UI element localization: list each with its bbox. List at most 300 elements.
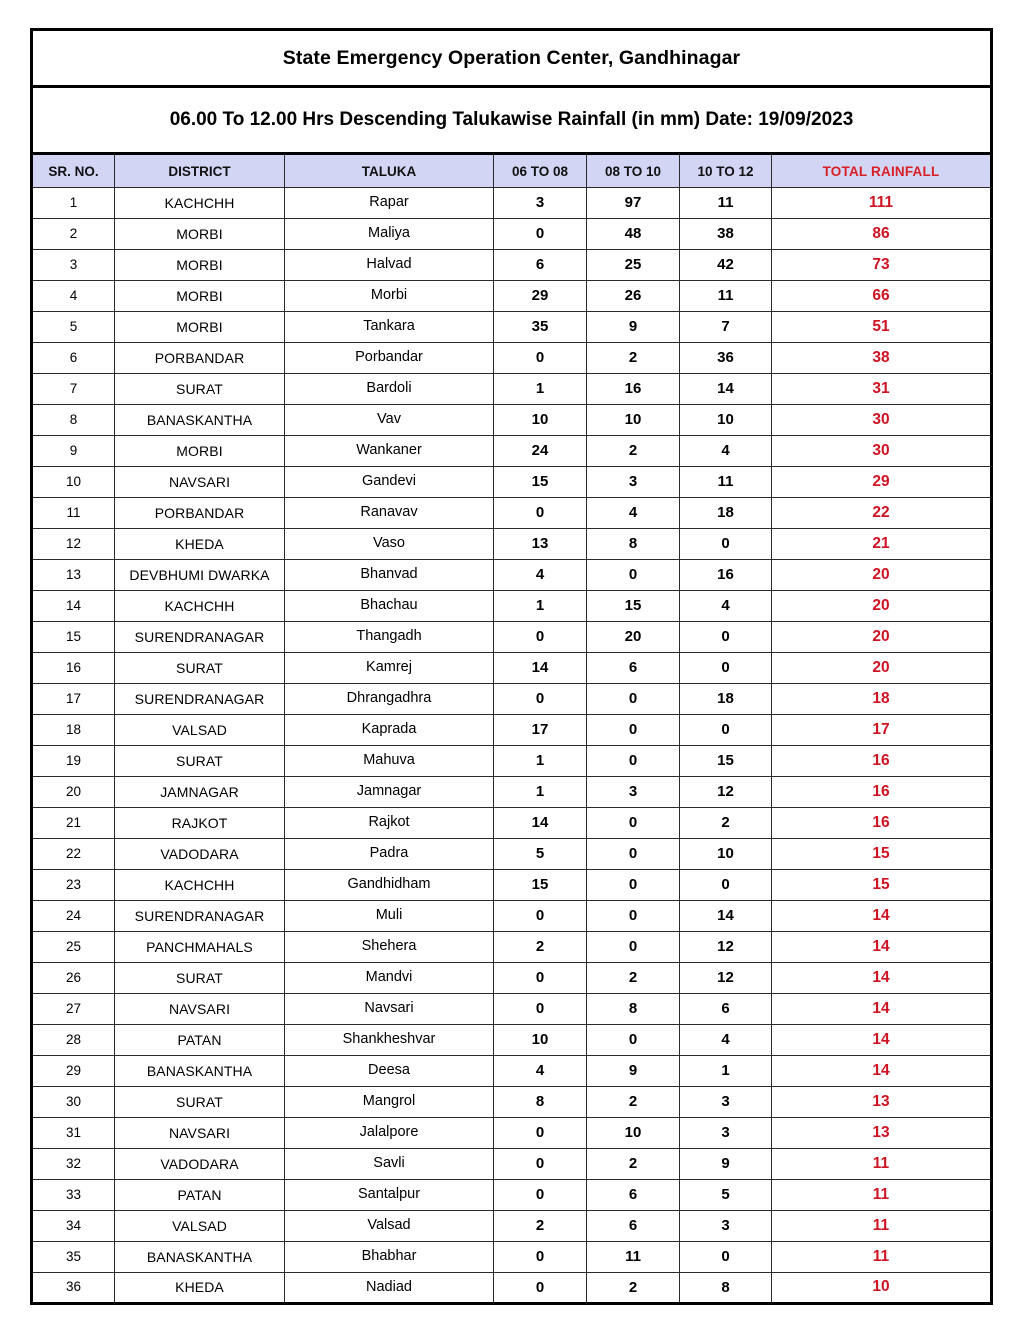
- cell-08-to-10: 10: [587, 405, 680, 436]
- cell-10-to-12: 12: [680, 963, 772, 994]
- cell-total-rainfall: 20: [772, 653, 992, 684]
- cell-sr-no: 9: [32, 436, 115, 467]
- cell-06-to-08: 14: [494, 653, 587, 684]
- cell-district: SURAT: [115, 1087, 285, 1118]
- cell-sr-no: 25: [32, 932, 115, 963]
- cell-sr-no: 24: [32, 901, 115, 932]
- cell-taluka: Thangadh: [285, 622, 494, 653]
- cell-district: SURENDRANAGAR: [115, 684, 285, 715]
- cell-10-to-12: 14: [680, 901, 772, 932]
- cell-06-to-08: 0: [494, 684, 587, 715]
- cell-district: MORBI: [115, 436, 285, 467]
- table-row: [32, 746, 992, 777]
- cell-district: BANASKANTHA: [115, 1242, 285, 1273]
- cell-taluka: Mahuva: [285, 746, 494, 777]
- table-row: [32, 777, 992, 808]
- cell-total-rainfall: 111: [772, 188, 992, 219]
- cell-taluka: Rapar: [285, 188, 494, 219]
- cell-taluka: Shehera: [285, 932, 494, 963]
- cell-06-to-08: 0: [494, 1180, 587, 1211]
- cell-08-to-10: 8: [587, 529, 680, 560]
- cell-08-to-10: 2: [587, 963, 680, 994]
- cell-total-rainfall: 13: [772, 1087, 992, 1118]
- cell-08-to-10: 2: [587, 343, 680, 374]
- table-row: [32, 560, 992, 591]
- cell-06-to-08: 2: [494, 1211, 587, 1242]
- cell-08-to-10: 2: [587, 1149, 680, 1180]
- cell-08-to-10: 26: [587, 281, 680, 312]
- cell-08-to-10: 0: [587, 560, 680, 591]
- cell-08-to-10: 6: [587, 1180, 680, 1211]
- cell-sr-no: 17: [32, 684, 115, 715]
- cell-district: PORBANDAR: [115, 498, 285, 529]
- cell-08-to-10: 0: [587, 746, 680, 777]
- cell-08-to-10: 2: [587, 1087, 680, 1118]
- cell-06-to-08: 13: [494, 529, 587, 560]
- cell-sr-no: 12: [32, 529, 115, 560]
- table-head: [32, 30, 992, 188]
- cell-10-to-12: 42: [680, 250, 772, 281]
- cell-sr-no: 14: [32, 591, 115, 622]
- cell-08-to-10: 15: [587, 591, 680, 622]
- cell-06-to-08: 2: [494, 932, 587, 963]
- cell-08-to-10: 6: [587, 653, 680, 684]
- table-row: [32, 498, 992, 529]
- cell-district: KACHCHH: [115, 591, 285, 622]
- cell-08-to-10: 9: [587, 1056, 680, 1087]
- cell-06-to-08: 14: [494, 808, 587, 839]
- cell-sr-no: 21: [32, 808, 115, 839]
- cell-district: MORBI: [115, 281, 285, 312]
- cell-sr-no: 19: [32, 746, 115, 777]
- cell-taluka: Padra: [285, 839, 494, 870]
- cell-taluka: Wankaner: [285, 436, 494, 467]
- cell-total-rainfall: 11: [772, 1211, 992, 1242]
- cell-total-rainfall: 14: [772, 932, 992, 963]
- cell-10-to-12: 0: [680, 870, 772, 901]
- cell-06-to-08: 1: [494, 591, 587, 622]
- document-subtitle-row: [32, 87, 992, 154]
- cell-district: PANCHMAHALS: [115, 932, 285, 963]
- table-row: [32, 312, 992, 343]
- cell-10-to-12: 3: [680, 1211, 772, 1242]
- cell-sr-no: 18: [32, 715, 115, 746]
- table-row: [32, 1118, 992, 1149]
- column-header-08-to-10: 08 TO 10: [587, 154, 680, 188]
- cell-10-to-12: 3: [680, 1118, 772, 1149]
- cell-taluka: Valsad: [285, 1211, 494, 1242]
- cell-taluka: Mangrol: [285, 1087, 494, 1118]
- cell-district: BANASKANTHA: [115, 405, 285, 436]
- table-row: [32, 839, 992, 870]
- cell-taluka: Bhachau: [285, 591, 494, 622]
- cell-06-to-08: 35: [494, 312, 587, 343]
- cell-total-rainfall: 86: [772, 219, 992, 250]
- table-row: [32, 1273, 992, 1304]
- cell-06-to-08: 1: [494, 746, 587, 777]
- cell-taluka: Bardoli: [285, 374, 494, 405]
- cell-06-to-08: 0: [494, 994, 587, 1025]
- cell-10-to-12: 4: [680, 591, 772, 622]
- cell-sr-no: 2: [32, 219, 115, 250]
- cell-08-to-10: 97: [587, 188, 680, 219]
- table-row: [32, 1211, 992, 1242]
- cell-sr-no: 7: [32, 374, 115, 405]
- cell-district: MORBI: [115, 250, 285, 281]
- cell-08-to-10: 0: [587, 715, 680, 746]
- cell-taluka: Shankheshvar: [285, 1025, 494, 1056]
- cell-taluka: Kaprada: [285, 715, 494, 746]
- cell-10-to-12: 9: [680, 1149, 772, 1180]
- cell-sr-no: 4: [32, 281, 115, 312]
- cell-total-rainfall: 11: [772, 1180, 992, 1211]
- cell-total-rainfall: 14: [772, 1056, 992, 1087]
- cell-taluka: Morbi: [285, 281, 494, 312]
- cell-sr-no: 13: [32, 560, 115, 591]
- table-body: [32, 188, 992, 1304]
- cell-10-to-12: 18: [680, 684, 772, 715]
- cell-10-to-12: 7: [680, 312, 772, 343]
- cell-06-to-08: 6: [494, 250, 587, 281]
- cell-taluka: Deesa: [285, 1056, 494, 1087]
- cell-total-rainfall: 15: [772, 839, 992, 870]
- cell-total-rainfall: 22: [772, 498, 992, 529]
- cell-total-rainfall: 29: [772, 467, 992, 498]
- cell-taluka: Bhabhar: [285, 1242, 494, 1273]
- page-title: State Emergency Operation Center, Gandhinagar: [32, 30, 992, 87]
- cell-taluka: Santalpur: [285, 1180, 494, 1211]
- cell-08-to-10: 0: [587, 1025, 680, 1056]
- cell-10-to-12: 10: [680, 405, 772, 436]
- cell-district: SURAT: [115, 653, 285, 684]
- cell-district: KHEDA: [115, 529, 285, 560]
- table-row: [32, 684, 992, 715]
- cell-total-rainfall: 20: [772, 560, 992, 591]
- cell-taluka: Jalalpore: [285, 1118, 494, 1149]
- cell-taluka: Muli: [285, 901, 494, 932]
- column-header-06-to-08: 06 TO 08: [494, 154, 587, 188]
- cell-10-to-12: 0: [680, 622, 772, 653]
- cell-10-to-12: 4: [680, 1025, 772, 1056]
- cell-district: SURENDRANAGAR: [115, 901, 285, 932]
- cell-sr-no: 22: [32, 839, 115, 870]
- cell-taluka: Savli: [285, 1149, 494, 1180]
- cell-06-to-08: 4: [494, 560, 587, 591]
- table-row: [32, 188, 992, 219]
- cell-08-to-10: 0: [587, 839, 680, 870]
- cell-taluka: Dhrangadhra: [285, 684, 494, 715]
- cell-total-rainfall: 15: [772, 870, 992, 901]
- table-row: [32, 250, 992, 281]
- cell-district: SURENDRANAGAR: [115, 622, 285, 653]
- cell-total-rainfall: 16: [772, 777, 992, 808]
- table-row: [32, 963, 992, 994]
- cell-total-rainfall: 21: [772, 529, 992, 560]
- cell-total-rainfall: 17: [772, 715, 992, 746]
- cell-total-rainfall: 20: [772, 622, 992, 653]
- cell-10-to-12: 4: [680, 436, 772, 467]
- cell-06-to-08: 0: [494, 219, 587, 250]
- cell-06-to-08: 10: [494, 405, 587, 436]
- cell-10-to-12: 10: [680, 839, 772, 870]
- table-row: [32, 467, 992, 498]
- cell-sr-no: 11: [32, 498, 115, 529]
- cell-06-to-08: 0: [494, 963, 587, 994]
- cell-taluka: Mandvi: [285, 963, 494, 994]
- cell-10-to-12: 11: [680, 467, 772, 498]
- cell-sr-no: 26: [32, 963, 115, 994]
- column-header-10-to-12: 10 TO 12: [680, 154, 772, 188]
- cell-district: VALSAD: [115, 1211, 285, 1242]
- cell-sr-no: 32: [32, 1149, 115, 1180]
- cell-sr-no: 1: [32, 188, 115, 219]
- cell-08-to-10: 3: [587, 777, 680, 808]
- cell-district: SURAT: [115, 374, 285, 405]
- cell-sr-no: 5: [32, 312, 115, 343]
- cell-district: VADODARA: [115, 839, 285, 870]
- table-row: [32, 343, 992, 374]
- cell-10-to-12: 38: [680, 219, 772, 250]
- cell-district: NAVSARI: [115, 467, 285, 498]
- cell-08-to-10: 10: [587, 1118, 680, 1149]
- cell-total-rainfall: 30: [772, 436, 992, 467]
- cell-total-rainfall: 10: [772, 1273, 992, 1304]
- cell-08-to-10: 3: [587, 467, 680, 498]
- cell-total-rainfall: 51: [772, 312, 992, 343]
- cell-total-rainfall: 13: [772, 1118, 992, 1149]
- cell-06-to-08: 15: [494, 467, 587, 498]
- cell-district: PATAN: [115, 1025, 285, 1056]
- cell-total-rainfall: 66: [772, 281, 992, 312]
- cell-08-to-10: 16: [587, 374, 680, 405]
- cell-10-to-12: 5: [680, 1180, 772, 1211]
- table-row: [32, 281, 992, 312]
- cell-08-to-10: 25: [587, 250, 680, 281]
- cell-district: KACHCHH: [115, 870, 285, 901]
- table-row: [32, 808, 992, 839]
- cell-taluka: Navsari: [285, 994, 494, 1025]
- cell-sr-no: 6: [32, 343, 115, 374]
- cell-district: VADODARA: [115, 1149, 285, 1180]
- cell-taluka: Halvad: [285, 250, 494, 281]
- cell-06-to-08: 4: [494, 1056, 587, 1087]
- cell-total-rainfall: 16: [772, 746, 992, 777]
- cell-10-to-12: 36: [680, 343, 772, 374]
- cell-06-to-08: 5: [494, 839, 587, 870]
- cell-sr-no: 16: [32, 653, 115, 684]
- cell-10-to-12: 0: [680, 529, 772, 560]
- table-row: [32, 1149, 992, 1180]
- cell-10-to-12: 0: [680, 715, 772, 746]
- cell-total-rainfall: 11: [772, 1242, 992, 1273]
- cell-taluka: Maliya: [285, 219, 494, 250]
- cell-sr-no: 15: [32, 622, 115, 653]
- cell-district: PATAN: [115, 1180, 285, 1211]
- cell-08-to-10: 9: [587, 312, 680, 343]
- cell-08-to-10: 6: [587, 1211, 680, 1242]
- cell-10-to-12: 11: [680, 281, 772, 312]
- column-header-total-rainfall: TOTAL RAINFALL: [772, 154, 992, 188]
- cell-10-to-12: 0: [680, 653, 772, 684]
- cell-06-to-08: 1: [494, 777, 587, 808]
- cell-10-to-12: 18: [680, 498, 772, 529]
- cell-08-to-10: 0: [587, 901, 680, 932]
- cell-sr-no: 29: [32, 1056, 115, 1087]
- table-row: [32, 436, 992, 467]
- cell-sr-no: 23: [32, 870, 115, 901]
- cell-sr-no: 36: [32, 1273, 115, 1304]
- table-row: [32, 1087, 992, 1118]
- cell-06-to-08: 0: [494, 622, 587, 653]
- cell-total-rainfall: 73: [772, 250, 992, 281]
- table-row: [32, 1242, 992, 1273]
- table-row: [32, 994, 992, 1025]
- cell-10-to-12: 12: [680, 777, 772, 808]
- rainfall-report-table: [30, 28, 993, 1305]
- cell-district: BANASKANTHA: [115, 1056, 285, 1087]
- table-row: [32, 374, 992, 405]
- cell-district: DEVBHUMI DWARKA: [115, 560, 285, 591]
- table-row: [32, 529, 992, 560]
- cell-08-to-10: 0: [587, 808, 680, 839]
- cell-06-to-08: 8: [494, 1087, 587, 1118]
- cell-06-to-08: 0: [494, 343, 587, 374]
- cell-08-to-10: 0: [587, 870, 680, 901]
- cell-sr-no: 27: [32, 994, 115, 1025]
- cell-06-to-08: 1: [494, 374, 587, 405]
- cell-district: KACHCHH: [115, 188, 285, 219]
- cell-06-to-08: 0: [494, 498, 587, 529]
- cell-06-to-08: 10: [494, 1025, 587, 1056]
- table-row: [32, 653, 992, 684]
- cell-08-to-10: 0: [587, 684, 680, 715]
- cell-10-to-12: 8: [680, 1273, 772, 1304]
- cell-10-to-12: 2: [680, 808, 772, 839]
- cell-08-to-10: 2: [587, 1273, 680, 1304]
- cell-taluka: Gandhidham: [285, 870, 494, 901]
- cell-district: SURAT: [115, 746, 285, 777]
- cell-district: MORBI: [115, 312, 285, 343]
- cell-sr-no: 28: [32, 1025, 115, 1056]
- cell-taluka: Tankara: [285, 312, 494, 343]
- cell-taluka: Bhanvad: [285, 560, 494, 591]
- cell-10-to-12: 12: [680, 932, 772, 963]
- cell-sr-no: 10: [32, 467, 115, 498]
- cell-taluka: Jamnagar: [285, 777, 494, 808]
- cell-total-rainfall: 16: [772, 808, 992, 839]
- cell-06-to-08: 29: [494, 281, 587, 312]
- table-row: [32, 870, 992, 901]
- cell-taluka: Nadiad: [285, 1273, 494, 1304]
- table-row: [32, 405, 992, 436]
- cell-08-to-10: 48: [587, 219, 680, 250]
- table-row: [32, 1025, 992, 1056]
- cell-06-to-08: 17: [494, 715, 587, 746]
- table-row: [32, 715, 992, 746]
- cell-total-rainfall: 11: [772, 1149, 992, 1180]
- cell-taluka: Ranavav: [285, 498, 494, 529]
- cell-taluka: Vaso: [285, 529, 494, 560]
- cell-06-to-08: 0: [494, 1149, 587, 1180]
- cell-taluka: Vav: [285, 405, 494, 436]
- cell-06-to-08: 3: [494, 188, 587, 219]
- cell-sr-no: 34: [32, 1211, 115, 1242]
- cell-06-to-08: 0: [494, 1118, 587, 1149]
- table-row: [32, 219, 992, 250]
- cell-08-to-10: 20: [587, 622, 680, 653]
- cell-district: NAVSARI: [115, 1118, 285, 1149]
- cell-10-to-12: 16: [680, 560, 772, 591]
- cell-total-rainfall: 14: [772, 901, 992, 932]
- cell-district: SURAT: [115, 963, 285, 994]
- cell-sr-no: 35: [32, 1242, 115, 1273]
- cell-total-rainfall: 14: [772, 1025, 992, 1056]
- cell-district: JAMNAGAR: [115, 777, 285, 808]
- cell-10-to-12: 0: [680, 1242, 772, 1273]
- table-row: [32, 932, 992, 963]
- table-row: [32, 591, 992, 622]
- cell-total-rainfall: 14: [772, 963, 992, 994]
- column-header-sr-no: SR. NO.: [32, 154, 115, 188]
- cell-taluka: Porbandar: [285, 343, 494, 374]
- cell-total-rainfall: 14: [772, 994, 992, 1025]
- cell-10-to-12: 15: [680, 746, 772, 777]
- cell-district: NAVSARI: [115, 994, 285, 1025]
- cell-06-to-08: 0: [494, 1242, 587, 1273]
- cell-sr-no: 20: [32, 777, 115, 808]
- cell-taluka: Gandevi: [285, 467, 494, 498]
- table-row: [32, 1056, 992, 1087]
- column-header-district: DISTRICT: [115, 154, 285, 188]
- cell-08-to-10: 0: [587, 932, 680, 963]
- cell-08-to-10: 8: [587, 994, 680, 1025]
- cell-total-rainfall: 31: [772, 374, 992, 405]
- cell-08-to-10: 2: [587, 436, 680, 467]
- cell-10-to-12: 3: [680, 1087, 772, 1118]
- cell-10-to-12: 11: [680, 188, 772, 219]
- document-title-row: [32, 30, 992, 87]
- cell-10-to-12: 6: [680, 994, 772, 1025]
- cell-total-rainfall: 18: [772, 684, 992, 715]
- cell-06-to-08: 0: [494, 1273, 587, 1304]
- cell-10-to-12: 1: [680, 1056, 772, 1087]
- cell-total-rainfall: 30: [772, 405, 992, 436]
- cell-district: PORBANDAR: [115, 343, 285, 374]
- cell-district: MORBI: [115, 219, 285, 250]
- cell-sr-no: 31: [32, 1118, 115, 1149]
- cell-sr-no: 33: [32, 1180, 115, 1211]
- cell-district: VALSAD: [115, 715, 285, 746]
- cell-district: RAJKOT: [115, 808, 285, 839]
- table-row: [32, 622, 992, 653]
- cell-sr-no: 8: [32, 405, 115, 436]
- cell-taluka: Rajkot: [285, 808, 494, 839]
- cell-06-to-08: 15: [494, 870, 587, 901]
- cell-08-to-10: 4: [587, 498, 680, 529]
- column-header-row: [32, 154, 992, 188]
- cell-taluka: Kamrej: [285, 653, 494, 684]
- table-row: [32, 1180, 992, 1211]
- cell-total-rainfall: 20: [772, 591, 992, 622]
- column-header-taluka: TALUKA: [285, 154, 494, 188]
- report-subtitle: 06.00 To 12.00 Hrs Descending Talukawise Rainfall (in mm) Date: 19/09/2023: [32, 87, 992, 154]
- cell-06-to-08: 0: [494, 901, 587, 932]
- cell-district: KHEDA: [115, 1273, 285, 1304]
- cell-total-rainfall: 38: [772, 343, 992, 374]
- cell-08-to-10: 11: [587, 1242, 680, 1273]
- cell-sr-no: 30: [32, 1087, 115, 1118]
- cell-06-to-08: 24: [494, 436, 587, 467]
